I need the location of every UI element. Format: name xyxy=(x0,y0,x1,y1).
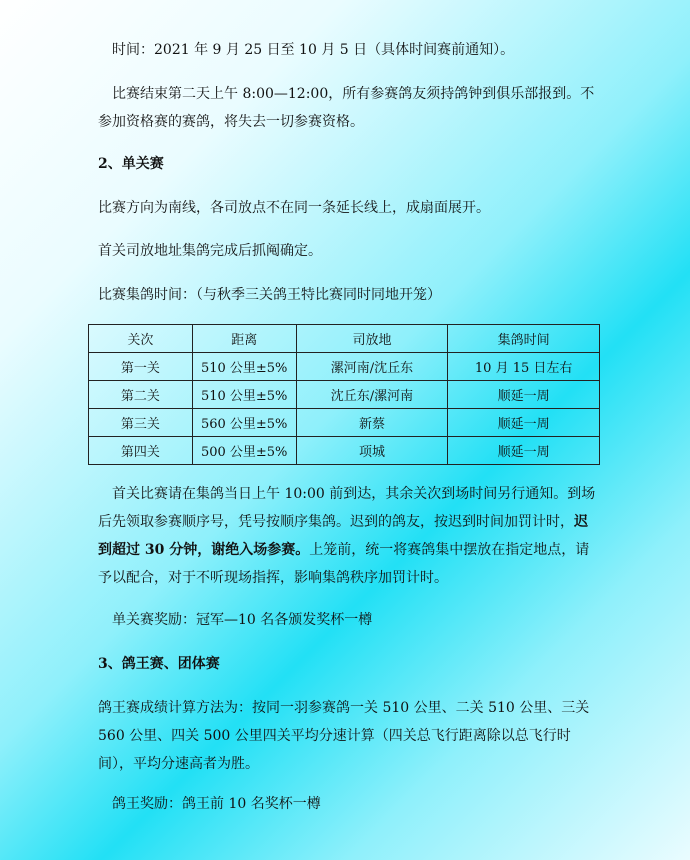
table-cell: 漯河南/沈丘东 xyxy=(296,353,448,381)
table-row xyxy=(89,353,600,381)
table-header-cell: 集鸽时间 xyxy=(448,325,600,353)
table-cell: 顺延一周 xyxy=(448,437,600,465)
arrival-rule-text-cont: 上笼前，统一将赛鸽集中摆放在指定地点，请予以配合，对于不听现场指挥，影响集鸽秩序加罚计时。 xyxy=(98,542,590,586)
single-first-release: 首关司放地址集鸽完成后抓阄确定。 xyxy=(98,243,322,259)
table-header-cell: 司放地 xyxy=(296,325,448,353)
table-cell: 第二关 xyxy=(89,381,193,409)
table-cell: 顺延一周 xyxy=(448,381,600,409)
table-cell: 10 月 15 日左右 xyxy=(448,353,600,381)
table-cell: 第三关 xyxy=(89,409,193,437)
intro-time: 时间：2021 年 9 月 25 日至 10 月 5 日（具体时间赛前通知）。 xyxy=(112,42,515,58)
table-header-cell: 关次 xyxy=(89,325,193,353)
king-reward: 鸽王奖励：鸽王前 10 名奖杯一樽 xyxy=(112,796,321,812)
table-header-row xyxy=(89,325,600,353)
section-heading-single: 2、单关赛 xyxy=(98,156,164,172)
table-row xyxy=(89,437,600,465)
table-header-cell: 距离 xyxy=(192,325,296,353)
intro-report: 比赛结束第二天上午 8:00—12:00，所有参赛鸽友须持鸽钟到俱乐部报到。不参加资格赛的赛鸽，将失去一切参赛资格。 xyxy=(98,86,595,130)
king-method: 鸽王赛成绩计算方法为：按同一羽参赛鸽一关 510 公里、二关 510 公里、三关 560 公里、四关 500 公里四关平均分速计算（四关总飞行距离除以总飞行时间），平均分速高者为胜。 xyxy=(98,700,590,772)
single-collect-time: 比赛集鸽时间：（与秋季三关鸽王特比赛同时同地开笼） xyxy=(98,287,441,303)
table-cell: 500 公里±5% xyxy=(192,437,296,465)
table-row xyxy=(89,381,600,409)
table-cell: 第四关 xyxy=(89,437,193,465)
single-direction: 比赛方向为南线，各司放点不在同一条延长线上，成扇面展开。 xyxy=(98,200,490,216)
table-cell: 510 公里±5% xyxy=(192,381,296,409)
late-entry-rule: 迟到超过 30 分钟，谢绝入场参赛。 xyxy=(98,514,588,558)
single-arrival-rules xyxy=(98,480,598,592)
schedule-table xyxy=(88,324,600,465)
table-cell: 顺延一周 xyxy=(448,409,600,437)
table-cell: 新蔡 xyxy=(296,409,448,437)
table-cell: 第一关 xyxy=(89,353,193,381)
table-cell: 项城 xyxy=(296,437,448,465)
table-cell: 沈丘东/漯河南 xyxy=(296,381,448,409)
table-cell: 510 公里±5% xyxy=(192,353,296,381)
arrival-rule-text: 首关比赛请在集鸽当日上午 10:00 前到达，其余关次到场时间另行通知。到场后先领取参赛顺序号，凭号按顺序集鸽。迟到的鸽友，按迟到时间加罚计时， xyxy=(98,486,596,530)
single-reward: 单关赛奖励：冠军—10 名各颁发奖杯一樽 xyxy=(112,612,373,628)
table-row xyxy=(89,409,600,437)
table-cell: 560 公里±5% xyxy=(192,409,296,437)
section-heading-king: 3、鸽王赛、团体赛 xyxy=(98,656,220,672)
